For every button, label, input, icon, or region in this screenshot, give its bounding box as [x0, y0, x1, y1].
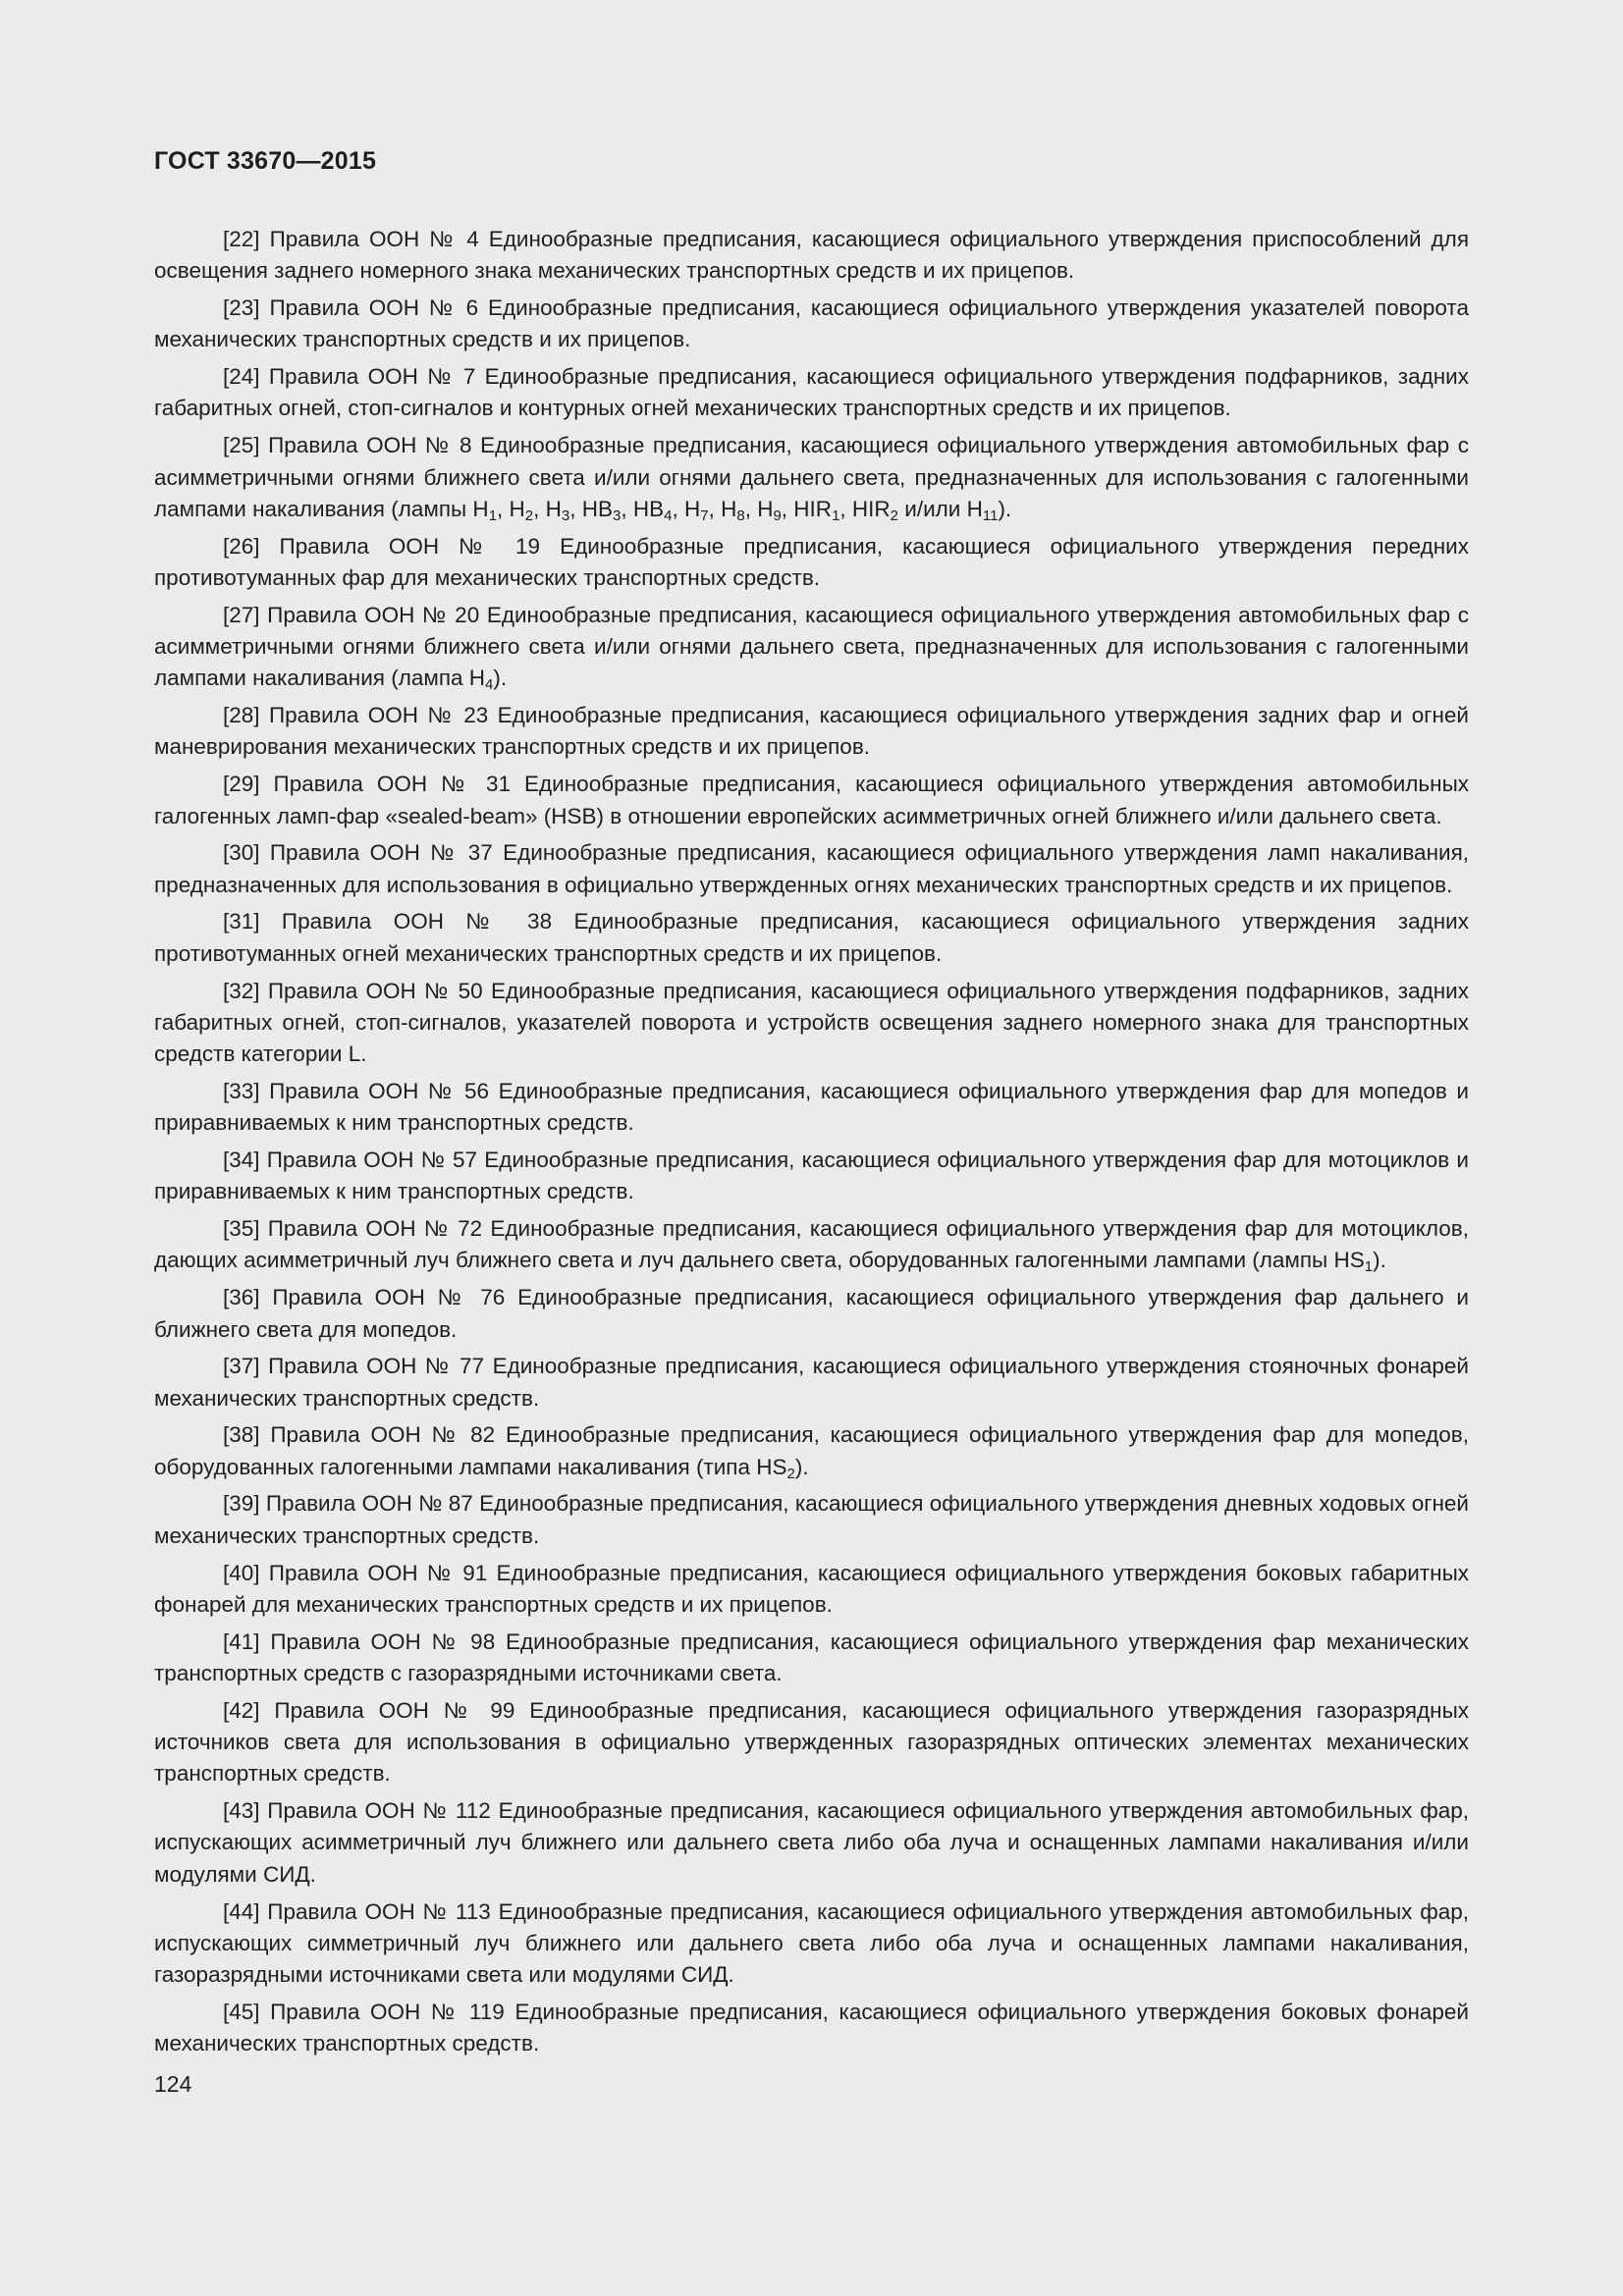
reference-item-41: [154, 1627, 1469, 1690]
reference-text: , HIR: [781, 496, 833, 521]
subscript: 7: [700, 507, 709, 524]
reference-text: [37] Правила ООН № 77 Единообразные предписания, касающиеся официального утверждения стояночных фонарей механических транспортных средств.: [154, 1354, 1469, 1411]
reference-text: [26] Правила ООН № 19 Единообразные предписания, касающиеся официального утверждения передних противотуманных фар для механических транспортных средств.: [154, 533, 1469, 590]
subscript: 4: [664, 507, 673, 524]
reference-item-33: [154, 1076, 1469, 1140]
reference-item-34: [154, 1145, 1469, 1208]
reference-text: , H: [497, 496, 525, 521]
reference-item-37: [154, 1351, 1469, 1415]
reference-text: ).: [794, 1454, 809, 1479]
subscript: 3: [561, 507, 570, 524]
subscript: 4: [485, 676, 494, 694]
reference-text: ).: [998, 496, 1012, 521]
reference-text: [36] Правила ООН № 76 Единообразные предписания, касающиеся официального утверждения фар дальнего и ближнего света для мопедов.: [154, 1285, 1469, 1342]
reference-item-44: [154, 1896, 1469, 1992]
reference-text: [39] Правила ООН № 87 Единообразные предписания, касающиеся официального утверждения дневных ходовых огней механических транспортных средств.: [154, 1491, 1469, 1548]
reference-text: , HIR: [839, 496, 891, 521]
subscript: 1: [832, 507, 840, 524]
reference-item-36: [154, 1282, 1469, 1346]
reference-text: , H: [744, 496, 774, 521]
reference-item-39: [154, 1488, 1469, 1552]
reference-text: [45] Правила ООН № 119 Единообразные предписания, касающиеся официального утверждения боковых фонарей механических транспортных средств.: [154, 1999, 1469, 2056]
reference-text: , HB: [621, 496, 665, 521]
reference-text: , H: [708, 496, 737, 521]
reference-text: [25] Правила ООН № 8 Единообразные предписания, касающиеся официального утверждения автомобильных фар с асимметричными огнями ближнего света и/или огнями дальнего света, предназначенных для использования с галогенными лампами накаливания (лампы H: [154, 433, 1469, 521]
reference-item-45: [154, 1997, 1469, 2060]
reference-item-24: [154, 361, 1469, 425]
bibliography-list: [154, 224, 1469, 2065]
reference-text: [22] Правила ООН № 4 Единообразные предписания, касающиеся официального утверждения приспособлений для освещения заднего номерного знака механических транспортных средств и их прицепов.: [154, 227, 1469, 284]
page-number: 124: [154, 2071, 192, 2097]
subscript: 8: [736, 507, 745, 524]
reference-text: [40] Правила ООН № 91 Единообразные предписания, касающиеся официального утверждения боковых габаритных фонарей для механических транспортных средств и их прицепов.: [154, 1560, 1469, 1617]
reference-text: , H: [672, 496, 701, 521]
reference-text: [41] Правила ООН № 98 Единообразные предписания, касающиеся официального утверждения фар механических транспортных средств с газоразрядными источниками света.: [154, 1629, 1469, 1685]
reference-item-31: [154, 906, 1469, 970]
reference-item-42: [154, 1695, 1469, 1790]
reference-text: ).: [493, 666, 508, 691]
reference-text: ).: [1373, 1248, 1386, 1273]
reference-item-27: [154, 600, 1469, 695]
reference-item-30: [154, 837, 1469, 901]
reference-text: [33] Правила ООН № 56 Единообразные предписания, касающиеся официального утверждения фар для мопедов и приравниваемых к ним транспортных средств.: [154, 1078, 1469, 1136]
reference-text: [24] Правила ООН № 7 Единообразные предписания, касающиеся официального утверждения подфарников, задних габаритных огней, стоп-сигналов и контурных огней механических транспортных средств и их прицепов.: [154, 364, 1469, 421]
reference-text: [43] Правила ООН № 112 Единообразные предписания, касающиеся официального утверждения автомобильных фар, испускающих асимметричный луч ближнего или дальнего света либо оба луча и оснащенных лампами накаливания и/или модулями СИД.: [154, 1798, 1469, 1887]
reference-item-38: [154, 1419, 1469, 1483]
reference-text: [42] Правила ООН № 99 Единообразные предписания, касающиеся официального утверждения газоразрядных источников света для использования в официально утвержденных газоразрядных оптических элементах механических транспортных средств.: [154, 1697, 1469, 1787]
reference-text: [32] Правила ООН № 50 Единообразные предписания, касающиеся официального утверждения подфарников, задних габаритных огней, стоп-сигналов, указателей поворота и устройств освещения заднего номерного знака для транспортных средств категории L.: [154, 978, 1469, 1067]
subscript: 2: [786, 1465, 795, 1482]
reference-text: [44] Правила ООН № 113 Единообразные предписания, касающиеся официального утверждения автомобильных фар, испускающих симметричный луч ближнего или дальнего света либо оба луча и оснащенных лампами накаливания, газоразрядными источниками света или модулями СИД.: [154, 1898, 1469, 1988]
reference-text: [29] Правила ООН № 31 Единообразные предписания, касающиеся официального утверждения автомобильных галогенных ламп-фар «sealed-beam» (HSB) в отношении европейских асимметричных огней ближнего и/или дальнего света.: [154, 772, 1469, 828]
reference-item-29: [154, 769, 1469, 832]
reference-text: , H: [533, 496, 562, 521]
reference-item-25: [154, 430, 1469, 525]
reference-text: [34] Правила ООН № 57 Единообразные предписания, касающиеся официального утверждения фар для мотоциклов и приравниваемых к ним транспортных средств.: [154, 1148, 1469, 1204]
reference-text: и/или H: [898, 496, 983, 521]
reference-item-40: [154, 1558, 1469, 1622]
reference-item-26: [154, 531, 1469, 595]
reference-text: , HB: [569, 496, 614, 521]
reference-text: [28] Правила ООН № 23 Единообразные предписания, касающиеся официального утверждения задних фар и огней маневрирования механических транспортных средств и их прицепов.: [154, 703, 1469, 760]
subscript: 1: [488, 507, 498, 524]
document-header: ГОСТ 33670—2015: [154, 147, 377, 175]
subscript: 11: [982, 507, 999, 524]
reference-item-28: [154, 700, 1469, 764]
reference-text: [30] Правила ООН № 37 Единообразные предписания, касающиеся официального утверждения ламп накаливания, предназначенных для использования в официально утвержденных огнях механических транспортных средств и их прицепов.: [154, 840, 1469, 897]
reference-text: [35] Правила ООН № 72 Единообразные предписания, касающиеся официального утверждения фар для мотоциклов, дающих асимметричный луч ближнего света и луч дальнего света, оборудованных галогенными лампами (лампы HS: [154, 1216, 1469, 1273]
reference-item-22: [154, 224, 1469, 288]
reference-item-32: [154, 976, 1469, 1071]
subscript: 2: [890, 507, 899, 524]
subscript: 3: [613, 507, 622, 524]
subscript: 2: [524, 507, 534, 524]
reference-item-23: [154, 293, 1469, 356]
reference-text: [31] Правила ООН № 38 Единообразные предписания, касающиеся официального утверждения задних противотуманных огней механических транспортных средств и их прицепов.: [154, 909, 1469, 966]
reference-text: [27] Правила ООН № 20 Единообразные предписания, касающиеся официального утверждения автомобильных фар с асимметричными огнями ближнего света и/или огнями дальнего света, предназначенных для использования с галогенными лампами накаливания (лампа H: [154, 602, 1469, 691]
subscript: 9: [773, 507, 782, 524]
reference-text: [23] Правила ООН № 6 Единообразные предписания, касающиеся официального утверждения указателей поворота механических транспортных средств и их прицепов.: [154, 295, 1469, 352]
reference-text: [38] Правила ООН № 82 Единообразные предписания, касающиеся официального утверждения фар для мопедов, оборудованных галогенными лампами накаливания (типа HS: [154, 1422, 1469, 1479]
reference-item-43: [154, 1795, 1469, 1891]
subscript: 1: [1364, 1258, 1374, 1276]
reference-item-35: [154, 1213, 1469, 1277]
